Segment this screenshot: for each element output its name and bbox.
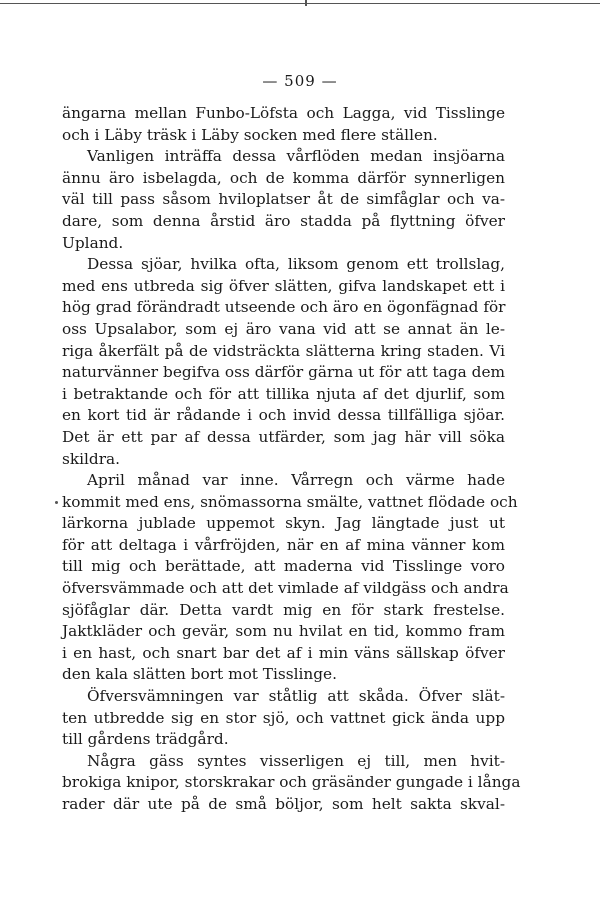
text-line: Det är ett par af dessa utfärder, som jag här vill söka <box>62 427 505 446</box>
text-line: Upland. <box>62 233 124 252</box>
text-line: Några gäss syntes visserligen ej till, men hvit- <box>87 751 505 770</box>
text-line: öfversvämmade och att det vimlade af vildgäss och andra <box>62 579 509 598</box>
text-line: och i Läby träsk i Läby socken med flere ställen. <box>62 125 438 144</box>
text-line: Jaktkläder och gevär, som nu hvilat en tid, kommo fram <box>62 622 505 641</box>
text-line: den kala slätten bort mot Tisslinge. <box>62 665 337 684</box>
text-line: brokiga knipor, storskrakar och gräsänder gungade i långa <box>62 773 521 792</box>
text-line: hög grad förändradt utseende och äro en ögonfägnad för <box>62 298 506 317</box>
text-line: väl till pass såsom hviloplatser åt de simfåglar och va- <box>62 190 505 209</box>
text-line: för att deltaga i vårfröjden, när en af mina vänner kom <box>62 535 505 554</box>
text-line: en kort tid är rådande i och invid dessa tillfälliga sjöar. <box>62 406 505 425</box>
text-line: ten utbredde sig en stor sjö, och vattnet gick ända upp <box>62 708 505 727</box>
text-line: till mig och berättade, att maderna vid Tisslinge voro <box>62 557 505 576</box>
text-line: naturvänner begifva oss därför gärna ut för att taga dem <box>62 363 505 382</box>
scan-edge-line <box>0 3 600 4</box>
text-line: Öfversvämningen var ståtlig att skåda. Öfver slät- <box>87 687 505 706</box>
text-line: med ens utbreda sig öfver slätten, gifva landskapet ett i <box>62 276 505 295</box>
text-line: April månad var inne. Vårregn och värme hade <box>87 471 505 490</box>
text-line: i betraktande och för att tillika njuta af det djurlif, som <box>62 384 505 403</box>
text-line: i en hast, och snart bar det af i min väns sällskap öfver <box>62 643 505 662</box>
page-number: — 509 — <box>262 72 338 90</box>
text-line: skildra. <box>62 449 120 468</box>
scan-tick-mark <box>305 0 307 6</box>
text-line: kommit med ens, snömassorna smälte, vattnet flödade och <box>62 492 518 511</box>
margin-speck <box>55 501 58 504</box>
text-line: ängarna mellan Funbo-Löfsta och Lagga, vid Tisslinge <box>62 104 505 122</box>
text-line: Dessa sjöar, hvilka ofta, liksom genom ett trollslag, <box>87 255 505 274</box>
body-text <box>62 103 521 816</box>
text-line: rader där ute på de små böljor, som helt sakta skval- <box>62 795 505 813</box>
text-line: dare, som denna årstid äro stadda på flyttning öfver <box>62 211 505 230</box>
text-line: till gårdens trädgård. <box>62 730 229 749</box>
text-line: sjöfåglar där. Detta vardt mig en för stark frestelse. <box>62 600 505 619</box>
text-line: riga åkerfält på de vidsträckta slätterna kring staden. Vi <box>62 341 505 360</box>
text-line: Vanligen inträffa dessa vårflöden medan insjöarna <box>87 147 505 166</box>
text-line: oss Upsalabor, som ej äro vana vid att se annat än le- <box>62 319 505 338</box>
text-line: lärkorna jublade uppemot skyn. Jag längtade just ut <box>62 514 505 533</box>
text-line: ännu äro isbelagda, och de komma därför synnerligen <box>62 168 505 187</box>
